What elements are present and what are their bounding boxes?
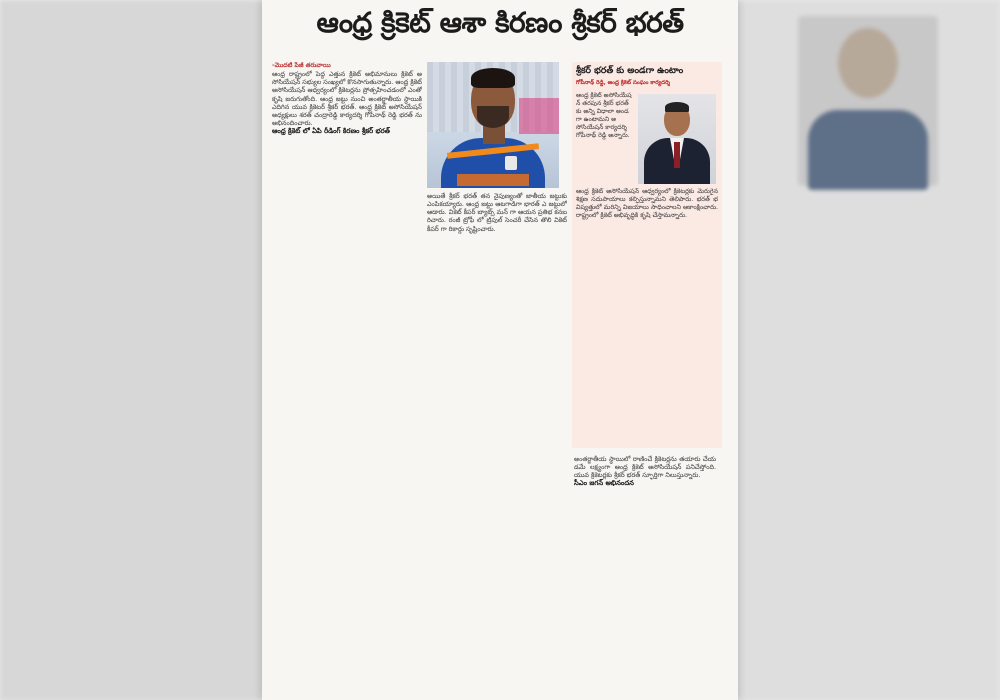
col1-body: ఆంధ్ర రాష్ట్రంలో పెద్ద ఎత్తున క్రికెట్ అభిమానులు క్రికెట్ అసోసియేషన్ సభ్యుల సంఖ్యలో కొనసాగుతున్నారు. ఆంధ్ర క్రికెట్ అసోసియేషన్ ఆధ్వర్యంలో క్రికెటర్లను ప్రోత్సహించడంలో ఎంతో కృషి జరుగుతోంది. ఆంధ్ర జట్టు నుంచి అంతర్జాతీయ స్థాయికి ఎదిగిన యువ క్రికెటర్ శ్రీకర్ భరత్. ఆంధ్ర క్రికెట్ అసోసియేషన్ అధ్యక్షులు శరత్ చంద్రారెడ్డి కార్యదర్శి గోపీనాథ్ రెడ్డి భరత్ ను అభినందించారు. <box>272 70 422 128</box>
official-portrait <box>638 94 716 184</box>
blurred-photo-head <box>838 28 898 98</box>
headline: ఆంధ్ర క్రికెట్ ఆశా కిరణం శ్రీకర్ భరత్ <box>316 6 684 39</box>
cricketer-photo <box>427 62 559 188</box>
col4-subhead: సీఎం జగన్ అభినందన <box>574 479 634 488</box>
sidebar-subtitle: గోపీనాథ్ రెడ్డి, ఆంధ్ర క్రికెట్ సంఘం కార్యదర్శి <box>576 80 670 86</box>
col4-body: అంతర్జాతీయ స్థాయిలో రాణించే క్రికెటర్లను తయారు చేయడమే లక్ష్యంగా ఆంధ్ర క్రికెట్ అసోసియేషన్ పనిచేస్తోంది. యువ క్రికెటర్లకు శ్రీకర్ భరత్ స్ఫూర్తిగా నిలుస్తున్నారు. <box>574 455 716 480</box>
article-column-4 <box>574 455 716 695</box>
portrait-hair <box>665 102 689 112</box>
sidebar-body: ఆంధ్ర క్రికెట్ అసోసియేషన్ ఆధ్వర్యంలో క్రికెటర్లకు మెరుగైన శిక్షణ సదుపాయాలు కల్పిస్తున్నామని తెలిపారు. భరత్ భవిష్యత్తులో మరిన్ని విజయాలు సాధించాలని ఆకాంక్షించారు. రాష్ట్రంలో క్రికెట్ అభివృద్ధికి కృషి చేస్తామన్నారు. <box>576 188 718 220</box>
sidebar-intro: ఆంధ్ర క్రికెట్ అసోసియేషన్ తరపున శ్రీకర్ భరత్ కు అన్ని విధాలా అండగా ఉంటామని అసోసియేషన్ కార్యదర్శి గోపీనాథ్ రెడ్డి అన్నారు. <box>576 92 632 139</box>
blurred-left-page <box>0 0 262 700</box>
byline: -మొదటి పేజీ తరువాయి <box>272 62 331 69</box>
sidebar-title: శ్రీకర్ భరత్ కు అండగా ఉంటాం <box>576 66 684 76</box>
article-column-1 <box>272 62 422 694</box>
portrait-tie <box>674 142 680 168</box>
newspaper-page <box>262 0 738 700</box>
blurred-right-page <box>738 0 1000 700</box>
article-column-2 <box>427 192 567 694</box>
col1-subhead: ఆంధ్ర క్రికెట్ లో ఏపి రీడింగ్ కిరణం శ్రీకర్ భరత్ <box>272 127 390 136</box>
photo-jersey-emblem <box>505 156 517 170</box>
photo-background-accent <box>519 98 559 134</box>
photo-beard <box>477 106 509 128</box>
photo-hair <box>471 68 515 88</box>
col2-body: అయితే శ్రీకర్ భరత్ తన నైపుణ్యంతో జాతీయ జట్టుకు ఎంపికయ్యారు. ఆంధ్ర జట్టు ఆటగాడిగా భారత్ ఎ జట్టులో ఆడారు. వికెట్ కీపర్ బ్యాట్స్ మన్ గా ఆయన ప్రతిభ కనబరిచారు. రంజీ ట్రోఫీ లో ట్రిపుల్ సెంచరీ చేసిన తొలి వికెట్ కీపర్ గా రికార్డు సృష్టించారు. <box>427 192 567 233</box>
photo-jersey-sponsor <box>457 174 529 186</box>
blurred-photo-body <box>808 110 928 190</box>
